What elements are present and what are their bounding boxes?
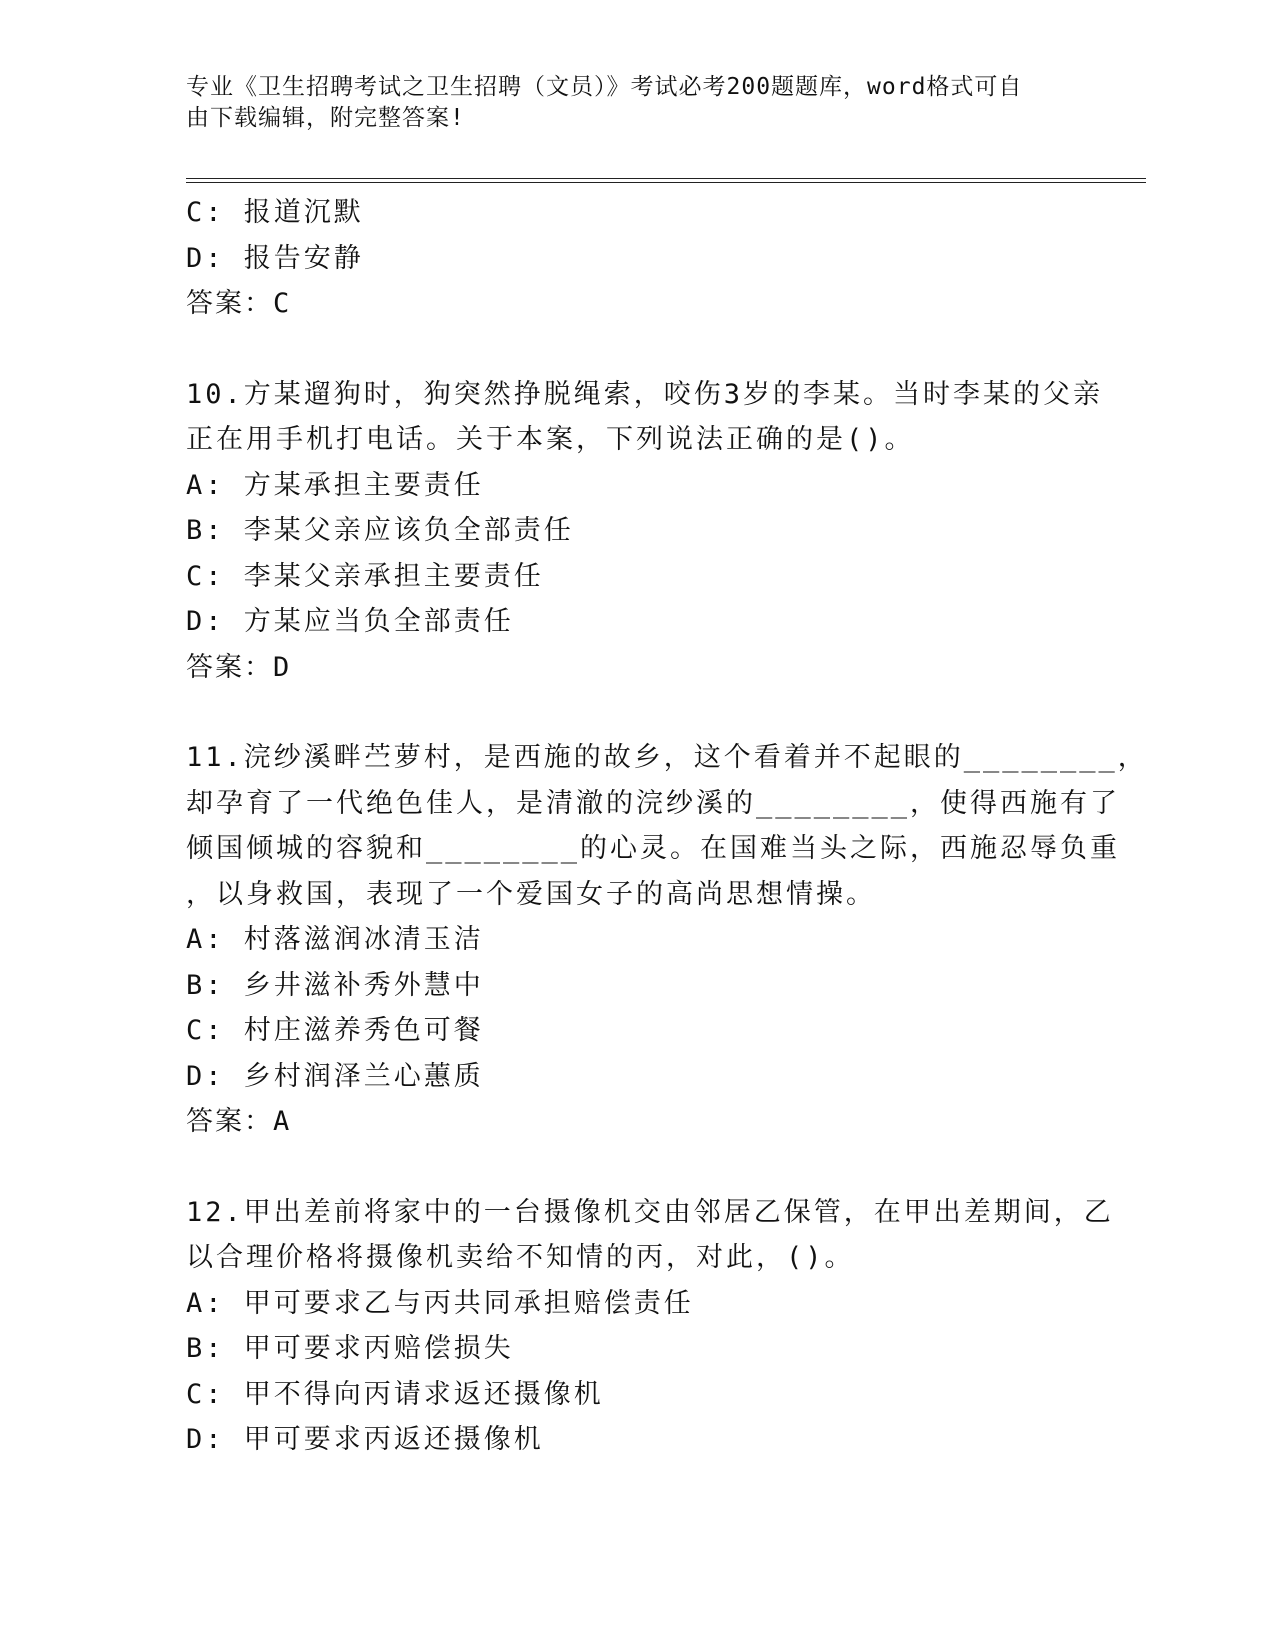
answer-label: 答案： (186, 1106, 273, 1137)
option-label: A: (186, 924, 225, 955)
spacer (186, 327, 1146, 372)
answer-line (186, 1099, 1146, 1145)
answer-label: 答案： (186, 651, 273, 683)
question-12 (186, 1190, 1146, 1463)
spacer (186, 690, 1146, 735)
option-text: 李某父亲应该负全部责任 (243, 515, 574, 546)
option-d (186, 1054, 1146, 1100)
option-text: 甲可要求丙返还摄像机 (243, 1424, 544, 1455)
question-10 (186, 372, 1146, 691)
option-text: 李某父亲承担主要责任 (243, 560, 544, 592)
option-text: 乡井滋补秀外慧中 (243, 969, 484, 1001)
header-divider (186, 178, 1146, 183)
option-text: 报道沉默 (243, 197, 364, 228)
option-label: D: (186, 1424, 225, 1455)
option-label: A: (186, 469, 225, 501)
spacer (186, 1145, 1146, 1190)
option-c (186, 1372, 1146, 1418)
answer-label: 答案： (186, 288, 273, 319)
option-c (186, 1008, 1146, 1054)
option-d (186, 1417, 1146, 1463)
option-text: 方某应当负全部责任 (243, 606, 514, 637)
option-text: 甲可要求乙与丙共同承担赔偿责任 (243, 1287, 694, 1319)
option-c (186, 554, 1146, 600)
question-11 (186, 735, 1146, 1145)
question-stem-line: ，以身救国，表现了一个爱国女子的高尚思想情操。 (186, 878, 876, 910)
option-a (186, 917, 1146, 963)
header-line-2: 由下载编辑，附完整答案! (186, 105, 465, 131)
option-d (186, 236, 1146, 282)
option-d (186, 599, 1146, 645)
option-text: 村落滋润冰清玉洁 (243, 924, 484, 955)
option-label: D: (186, 242, 225, 274)
option-b (186, 963, 1146, 1009)
answer-line (186, 645, 1146, 691)
option-label: C: (186, 1015, 225, 1046)
document-header (186, 72, 1066, 134)
option-text: 乡村润泽兰心蕙质 (243, 1060, 484, 1092)
question-stem-line: 却孕育了一代绝色佳人，是清澈的浣纱溪的________，使得西施有了 (186, 787, 1121, 819)
answer-value: C (273, 288, 292, 319)
option-label: A: (186, 1287, 225, 1319)
option-label: B: (186, 515, 225, 546)
option-label: C: (186, 560, 225, 592)
option-label: C: (186, 197, 225, 228)
option-label: B: (186, 1333, 225, 1364)
question-stem-line: 12.甲出差前将家中的一台摄像机交由邻居乙保管，在甲出差期间，乙 (186, 1196, 1114, 1228)
header-line-1: 专业《卫生招聘考试之卫生招聘（文员）》考试必考200题题库，word格式可自 (186, 74, 1023, 100)
option-label: C: (186, 1378, 225, 1410)
answer-value: D (273, 651, 292, 683)
question-stem-line: 倾国倾城的容貌和________的心灵。在国难当头之际，西施忍辱负重 (186, 833, 1121, 864)
question-9 (186, 190, 1146, 327)
option-text: 甲不得向丙请求返还摄像机 (243, 1378, 604, 1410)
option-label: D: (186, 606, 225, 637)
question-stem-line: 10.方某遛狗时，狗突然挣脱绳索，咬伤3岁的李某。当时李某的父亲 (186, 378, 1104, 410)
answer-value: A (273, 1106, 292, 1137)
option-b (186, 1326, 1146, 1372)
option-label: D: (186, 1060, 225, 1092)
option-text: 村庄滋养秀色可餐 (243, 1015, 484, 1046)
option-text: 报告安静 (243, 242, 364, 274)
question-stem-line: 正在用手机打电话。关于本案，下列说法正确的是()。 (186, 424, 915, 455)
answer-line (186, 281, 1146, 327)
question-stem-line: 以合理价格将摄像机卖给不知情的丙，对此，()。 (186, 1242, 855, 1273)
option-c (186, 190, 1146, 236)
question-list (186, 190, 1146, 1463)
option-label: B: (186, 969, 225, 1001)
option-text: 方某承担主要责任 (243, 469, 484, 501)
question-stem-line: 11.浣纱溪畔苎萝村，是西施的故乡，这个看着并不起眼的________， (186, 742, 1148, 773)
option-b (186, 508, 1146, 554)
option-a (186, 1281, 1146, 1327)
option-a (186, 463, 1146, 509)
option-text: 甲可要求丙赔偿损失 (243, 1333, 514, 1364)
